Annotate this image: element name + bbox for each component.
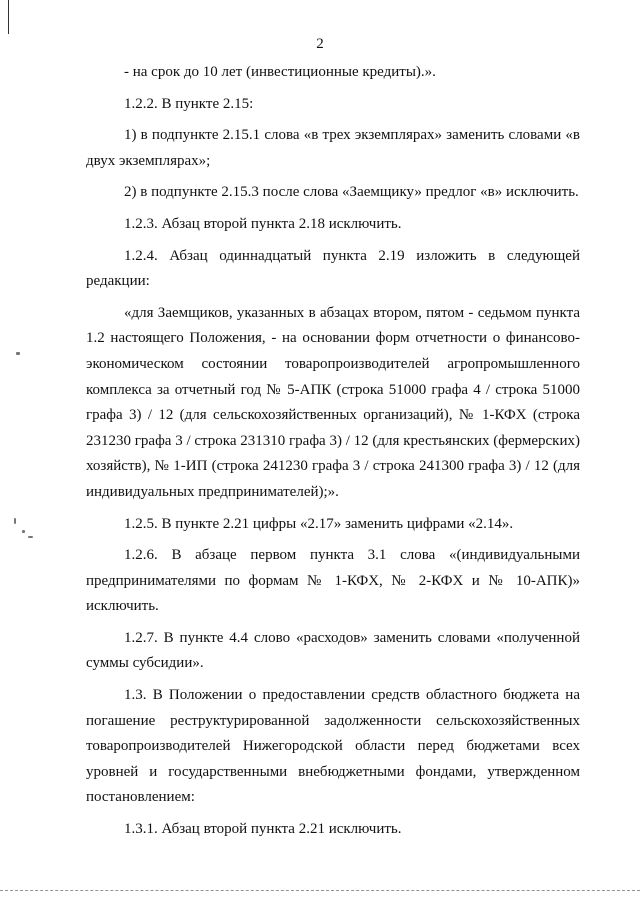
scan-speck xyxy=(16,352,20,355)
paragraph-1-2-2: 1.2.2. В пункте 2.15: xyxy=(124,95,254,112)
scan-bottom-edge xyxy=(0,890,640,892)
paragraph-subitem-2-15-1: 1) в подпункте 2.15.1 слова «в трех экземплярах» заменить словами «в двух экземплярах»; xyxy=(86,127,580,169)
paragraph-quoted-borrowers: «для Заемщиков, указанных в абзацах втором, пятом - седьмом пункта 1.2 настоящего Положения, - на основании форм отчетности о финансово-экономическом состоянии товаропроизводителей агропромышленного комплекса за отчетный год № 5-АПК (строка 51000 графа 4 / строка 51000 графа 3) / 12 (для сельскохозяйственных организаций), № 1-КФХ (строка 231230 графа 3 / строка 231310 графа 3) / 12 (для крестьянских (фермерских) хозяйств), № 1-ИП (строка 241230 графа 3 / строка 241300 графа 3) / 12 (для индивидуальных предпринимателей);». xyxy=(86,304,580,500)
paragraph-1-2-6: 1.2.6. В абзаце первом пункта 3.1 слова «(индивидуальными предпринимателями по формам № 1-КФХ, № 2-КФХ и № 10-АПК)» исключить. xyxy=(86,547,580,615)
paragraph-1-2-5: 1.2.5. В пункте 2.21 цифры «2.17» заменить цифрами «2.14». xyxy=(124,515,514,532)
scan-speck xyxy=(14,518,16,524)
scan-speck xyxy=(22,530,25,533)
paragraph-1-3-1: 1.3.1. Абзац второй пункта 2.21 исключить. xyxy=(124,821,402,838)
scan-edge-line xyxy=(8,0,9,34)
paragraph-1-2-7: 1.2.7. В пункте 4.4 слово «расходов» заменить словами «полученной суммы субсидии». xyxy=(86,629,580,672)
paragraph-1-2-3: 1.2.3. Абзац второй пункта 2.18 исключить. xyxy=(124,215,402,232)
paragraph-subitem-2-15-3: 2) в подпункте 2.15.3 после слова «Заемщику» предлог «в» исключить. xyxy=(124,184,579,201)
scan-speck xyxy=(28,536,33,538)
scan-margin-marks xyxy=(6,0,46,905)
paragraph-1-3: 1.3. В Положении о предоставлении средств областного бюджета на погашение реструктурированной задолженности сельскохозяйственных товаропроизводителей Нижегородской области перед бюджетами всех уровней и государственными внебюджетными фондами, утвержденном постановлением: xyxy=(86,687,580,806)
page-number: 2 xyxy=(316,36,324,52)
document-body xyxy=(86,60,580,843)
paragraph-1-2-4: 1.2.4. Абзац одиннадцатый пункта 2.19 изложить в следующей редакции: xyxy=(86,247,580,290)
paragraph-investment-credits: - на срок до 10 лет (инвестиционные кредиты).». xyxy=(124,64,436,80)
